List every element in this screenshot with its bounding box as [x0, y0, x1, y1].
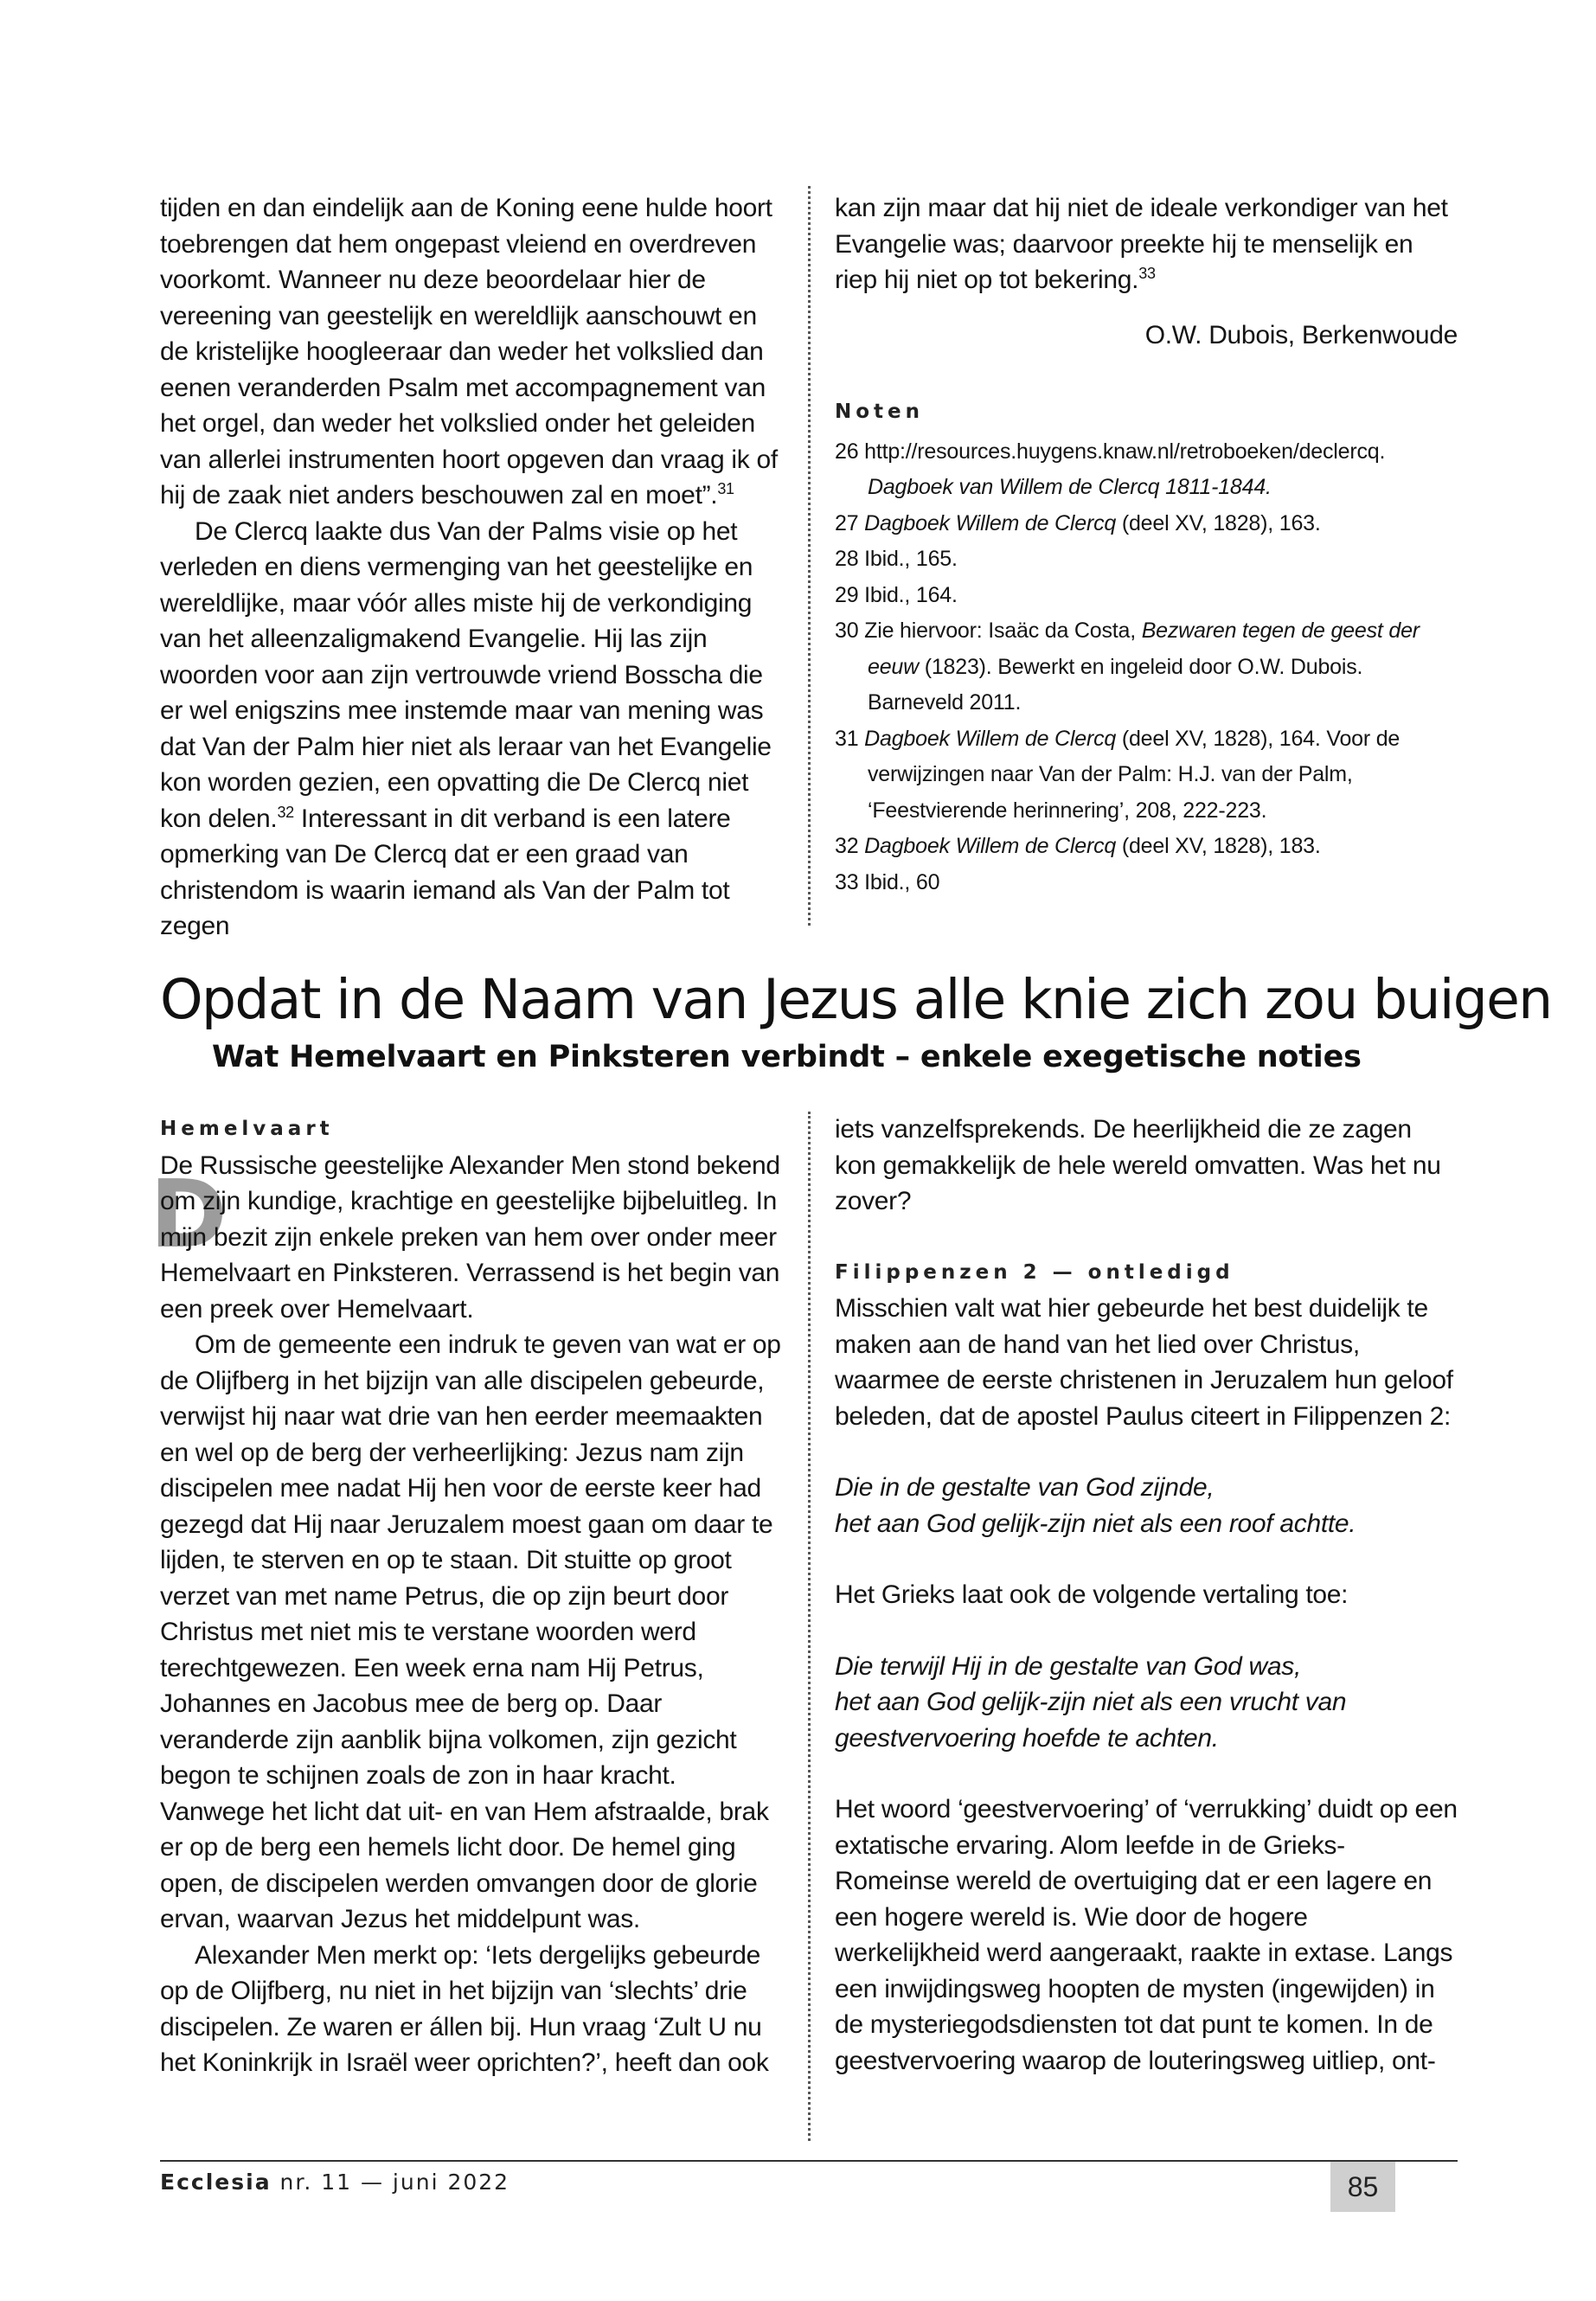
footnote-ref: 33: [1138, 265, 1156, 282]
paragraph: kan zijn maar dat hij niet de ideale verkondiger van het Evangelie was; daarvoor preekte hij te menselijk en riep hij niet op tot bekering.$^{33}$: [835, 194, 1448, 294]
note-30: 30 Zie hiervoor: Isaäc da Costa, Bezwaren tegen de geest der eeuw (1823). Bewerkt en ingeleid door O.W. Dubois. Barneveld 2011.: [835, 619, 1420, 715]
footer-journal: [160, 2170, 510, 2195]
quote-line: Die in de gestalte van God zijnde,: [835, 1473, 1215, 1502]
note-31: 31 Dagboek Willem de Clercq (deel XV, 1828), 164. Voor de verwijzingen naar Van der Palm: H.J. van der Palm, ‘Feestvierende herinnering’, 208, 222-223.: [835, 726, 1401, 823]
page-number: 85: [1330, 2162, 1395, 2212]
article-title: Opdat in de Naam van Jezus alle knie zich zou buigen: [160, 968, 1552, 1031]
column-divider: [808, 186, 811, 926]
note-27: 27 Dagboek Willem de Clercq (deel XV, 1828), 163.: [835, 510, 1321, 535]
quote-line: het aan God gelijk-zijn niet als een roof achtte.: [835, 1509, 1356, 1538]
paragraph: De Clercq laakte dus Van der Palms visie op het verleden en diens vermenging van het geestelijke en wereldlijke, maar vóór alles miste hij de verkondiging van het alleenzaligmakend Evangelie. Hij las zijn woorden voor aan zijn vertrouwde vriend Bosscha die er wel enigszins mee instemde maar van mening was dat Van der Palm hier niet als leraar van het Evangelie kon worden gezien, een opvatting die De Clercq niet kon delen.$^{32}$ Interessant in dit verband is een latere opmerking van De Clercq dat er een graad van christendom is waarin iemand als Van der Palm tot zegen: [160, 516, 772, 940]
section-heading-filippenzen: Filippenzen 2 — ontledigd: [835, 1260, 1234, 1284]
paragraph: Het woord ‘geestvervoering’ of ‘verrukking’ duidt op een extatische ervaring. Alom leefde in de Grieks-Romeinse wereld de overtuiging dat er een lagere en een hogere wereld is. Wie door de hogere werkelijkheid werd aangeraakt, raakte in extase. Langs een inwijdingsweg hoopten de mysten (ingewijden) in de mysteriegodsdiensten tot dat punt te komen. In de geestvervoering waarop de louteringsweg uitliep, ont-: [835, 1795, 1458, 2075]
issue-info: nr. 11 — juni 2022: [271, 2170, 510, 2195]
opening-paragraph: [150, 1148, 783, 1328]
bottom-right-column: [835, 1112, 1458, 2079]
top-left-column: [160, 190, 783, 945]
drop-cap: D: [150, 1160, 228, 1269]
footer-rule: [160, 2160, 1458, 2162]
paragraph: Alexander Men merkt op: ‘Iets dergelijks gebeurde op de Olijfberg, nu niet in het bijzijn van ‘slechts’ drie discipelen. Ze waren er állen bij. Hun vraag ‘Zult U nu het Koninkrijk in Israël weer oprichten?’, heeft dan ook: [160, 1940, 769, 2077]
author-signature: O.W. Dubois, Berkenwoude: [1144, 320, 1458, 349]
note-28: 28 Ibid., 165.: [835, 547, 958, 571]
top-right-column: [835, 190, 1458, 901]
footnote-ref: 31: [717, 480, 734, 497]
paragraph: Het Grieks laat ook de volgende vertaling toe:: [835, 1580, 1349, 1609]
article-subtitle: Wat Hemelvaart en Pinksteren verbindt – enkele exegetische noties: [212, 1040, 1362, 1074]
note-26: 26 http://resources.huygens.knaw.nl/retroboeken/declercq. Dagboek van Willem de Clercq 1811-1844.: [835, 439, 1386, 499]
paragraph: iets vanzelfsprekends. De heerlijkheid die ze zagen kon gemakkelijk de hele wereld omvatten. Was het nu zover?: [835, 1115, 1441, 1215]
column-divider: [808, 1112, 811, 2141]
quote-line: het aan God gelijk-zijn niet als een vrucht van geestvervoering hoefde te achten.: [835, 1688, 1347, 1753]
footnote-ref: 32: [277, 803, 294, 821]
quote-line: Die terwijl Hij in de gestalte van God was,: [835, 1651, 1302, 1681]
notes-heading: Noten: [835, 401, 925, 423]
paragraph: De Russische geestelijke Alexander Men stond bekend om zijn kundige, krachtige en geestelijke bijbeluitleg. In mijn bezit zijn enkele preken van hem over onder meer Hemelvaart en Pinksteren. Verrassend is het begin van een preek over Hemelvaart.: [160, 1150, 780, 1324]
paragraph: Misschien valt wat hier gebeurde het best duidelijk te maken aan de hand van het lied over Christus, waarmee de eerste christenen in Jeruzalem hun geloof beleden, dat de apostel Paulus citeert in Filippenzen 2:: [835, 1294, 1453, 1431]
paragraph: tijden en dan eindelijk aan de Koning eene hulde hoort toebrengen dat hem ongepast vleiend en overdreven voorkomt. Wanneer nu deze beoordelaar hier de vereening van geestelijk en wereldlijk aanschouwt en de kristelijke hoogleeraar dan weder het volkslied dan eenen veranderden Psalm met accompagnement van het orgel, dan weder het volkslied onder het geleiden van allerlei instrumenten hoort opgeven dan vraag ik of hij de zaak niet anders beschouwen zal en moet”.$^{31}$: [160, 194, 778, 510]
paragraph: Om de gemeente een indruk te geven van wat er op de Olijfberg in het bijzijn van alle discipelen gebeurde, verwijst hij naar wat drie van hen eerder meemaakten en wel op de berg der verheerlijking: Jezus nam zijn discipelen mee nadat Hij hen voor de eerste keer had gezegd dat Hij naar Jeruzalem moest gaan om daar te lijden, te sterven en op te staan. Dit stuitte op groot verzet van met name Petrus, die op zijn beurt door Christus met niet mis te verstane woorden werd terechtgewezen. Een week erna nam Hij Petrus, Johannes en Jacobus mee de berg op. Daar veranderde zijn aanblik bijna volkomen, zijn gezicht begon te schijnen zoals de zon in haar kracht. Vanwege het licht dat uit- en van Hem afstraalde, brak er op de berg een hemels licht door. De hemel ging open, de discipelen werden omvangen door de glorie ervan, waarvan Jezus het middelpunt was.: [160, 1330, 781, 1933]
note-29: 29 Ibid., 164.: [835, 582, 958, 607]
note-33: 33 Ibid., 60: [835, 869, 940, 894]
notes-list: [835, 434, 1458, 901]
note-32: 32 Dagboek Willem de Clercq (deel XV, 1828), 183.: [835, 834, 1321, 858]
bottom-left-column: [150, 1112, 783, 2081]
journal-name: Ecclesia: [160, 2170, 272, 2195]
section-heading-hemelvaart: Hemelvaart: [160, 1118, 334, 1140]
